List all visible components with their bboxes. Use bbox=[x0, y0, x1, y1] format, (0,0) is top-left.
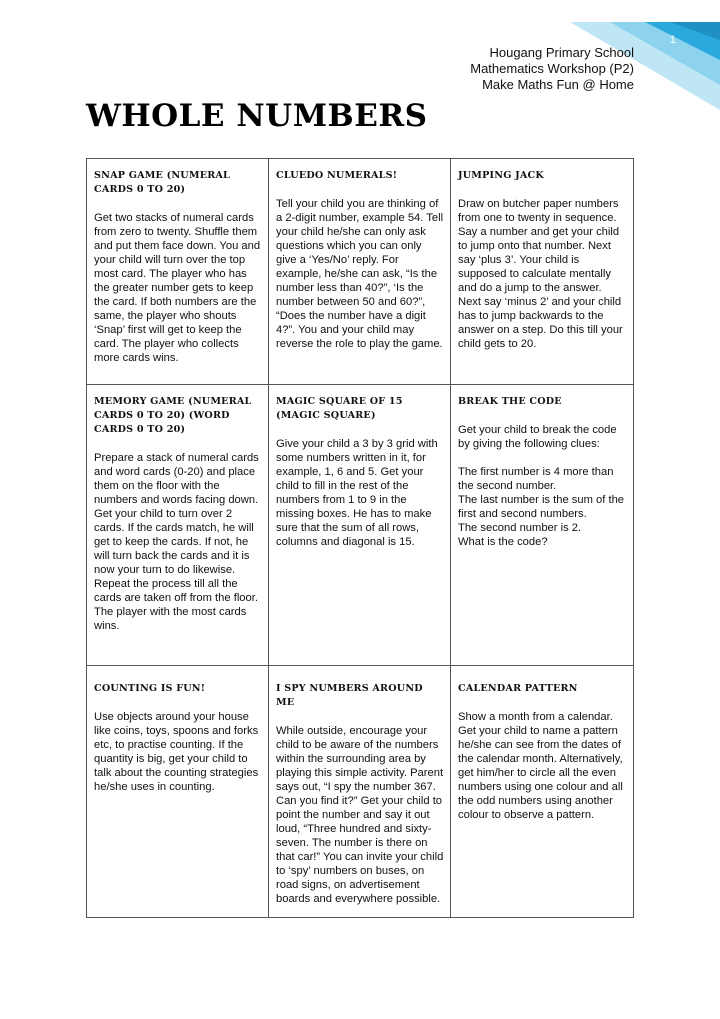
activity-title: MAGIC SQUARE OF 15 (MAGIC SQUARE) bbox=[276, 396, 403, 421]
activity-text: The second number is 2. bbox=[458, 522, 582, 534]
activity-text: Prepare a stack of numeral cards and word cards (0-20) and place them on the floor with the numbers and words facing down. Get your child to turn over 2 cards. If the cards match, he will get to keep the cards. If not, he will turn back the cards and it is now your turn to do likewise. Repeat the process till all the cards are taken off from the floor. The player with the most cards wins. bbox=[94, 452, 259, 632]
activity-title: COUNTING IS FUN! bbox=[94, 683, 206, 694]
page-title: WHOLE NUMBERS bbox=[86, 98, 428, 134]
activity-text: Say a number and get your child to jump onto that number. Next say ‘plus 3’. Your child is supposed to calculate mentally and do a jump to the answer. bbox=[458, 226, 620, 294]
activity-title: MEMORY GAME (NUMERAL CARDS 0 TO 20) (WORD CARDS 0 TO 20) bbox=[94, 396, 252, 435]
activity-text: While outside, encourage your child to be aware of the numbers within the surrounding area by playing this simple activity. Parent says out, “I spy the number 367. Can you find it?” Get your child to point the number and say it out loud, “Three hundred and sixty-seven. The number is there on that car!” You can invite your child to ‘spy’ numbers on buses, on road signs, on advertisement boards and everywhere possible. bbox=[276, 725, 444, 905]
activity-text: Give your child a 3 by 3 grid with some numbers written in it, for example, 1, 6 and 5. Get your child to fill in the rest of the numbers from 1 to 9 in the missing boxes. He has to make sure that the sum of all rows, columns and diagonal is 15. bbox=[276, 438, 438, 548]
activity-text: Use objects around your house like coins, toys, spoons and forks etc, to practise counting. If the quantity is big, get your child to talk about the counting strategies he/she uses in counting. bbox=[94, 711, 259, 793]
activity-text: Get your child to break the code by giving the following clues: bbox=[458, 424, 617, 450]
activities-table bbox=[86, 158, 634, 918]
page-number: 1 bbox=[669, 34, 676, 46]
activity-title: I SPY NUMBERS AROUND ME bbox=[276, 683, 423, 708]
activity-text: Next say ‘minus 2’ and your child has to jump backwards to the answer on a step. Do this till your child gets to 20. bbox=[458, 296, 623, 350]
activity-title: BREAK THE CODE bbox=[458, 396, 562, 407]
activity-cell bbox=[269, 159, 451, 385]
activity-cell bbox=[451, 159, 634, 385]
activity-title: SNAP GAME (NUMERAL CARDS 0 TO 20) bbox=[94, 170, 230, 195]
workshop-name: Mathematics Workshop (P2) bbox=[470, 61, 634, 76]
activity-text: Tell your child you are thinking of a 2-digit number, example 54. Tell your child he/she can only ask questions which you can only give a ‘Yes/No’ reply. For example, he/she can ask, “Is the number less than 40?”, ‘Is the number between 50 and 60?”, “Does the number have a digit 4?”. You and your child may reverse the role to play the game. bbox=[276, 198, 444, 350]
activity-cell bbox=[87, 159, 269, 385]
activity-title: JUMPING JACK bbox=[458, 170, 544, 181]
table-row bbox=[87, 666, 634, 918]
activity-cell bbox=[87, 666, 269, 918]
school-name: Hougang Primary School bbox=[489, 45, 634, 60]
activity-text: What is the code? bbox=[458, 536, 548, 548]
activity-cell bbox=[451, 666, 634, 918]
activity-text: Get two stacks of numeral cards from zero to twenty. Shuffle them and put them face down. You and your child will turn over the top most card. The player who has the greater number gets to keep the card. If both numbers are the same, the player who shouts ‘Snap’ first will get to keep the card. The player who collects more cards wins. bbox=[94, 212, 261, 364]
page-header bbox=[470, 45, 634, 93]
tagline: Make Maths Fun @ Home bbox=[482, 77, 634, 92]
table-row bbox=[87, 385, 634, 666]
activity-cell bbox=[269, 666, 451, 918]
activity-text: Draw on butcher paper numbers from one to twenty in sequence. bbox=[458, 198, 619, 224]
activity-cell bbox=[451, 385, 634, 666]
activity-text: Show a month from a calendar. Get your child to name a pattern he/she can see from the dates of the calendar month. Alternatively, get him/her to circle all the even numbers using one colour and all the odd numbers using another colour to observe a pattern. bbox=[458, 711, 623, 821]
activity-cell bbox=[269, 385, 451, 666]
activity-title: CALENDAR PATTERN bbox=[458, 683, 578, 694]
activity-title: CLUEDO NUMERALS! bbox=[276, 170, 398, 181]
activity-cell bbox=[87, 385, 269, 666]
activity-text: The last number is the sum of the first and second numbers. bbox=[458, 494, 625, 520]
table-row bbox=[87, 159, 634, 385]
activity-text: The first number is 4 more than the second number. bbox=[458, 466, 614, 492]
